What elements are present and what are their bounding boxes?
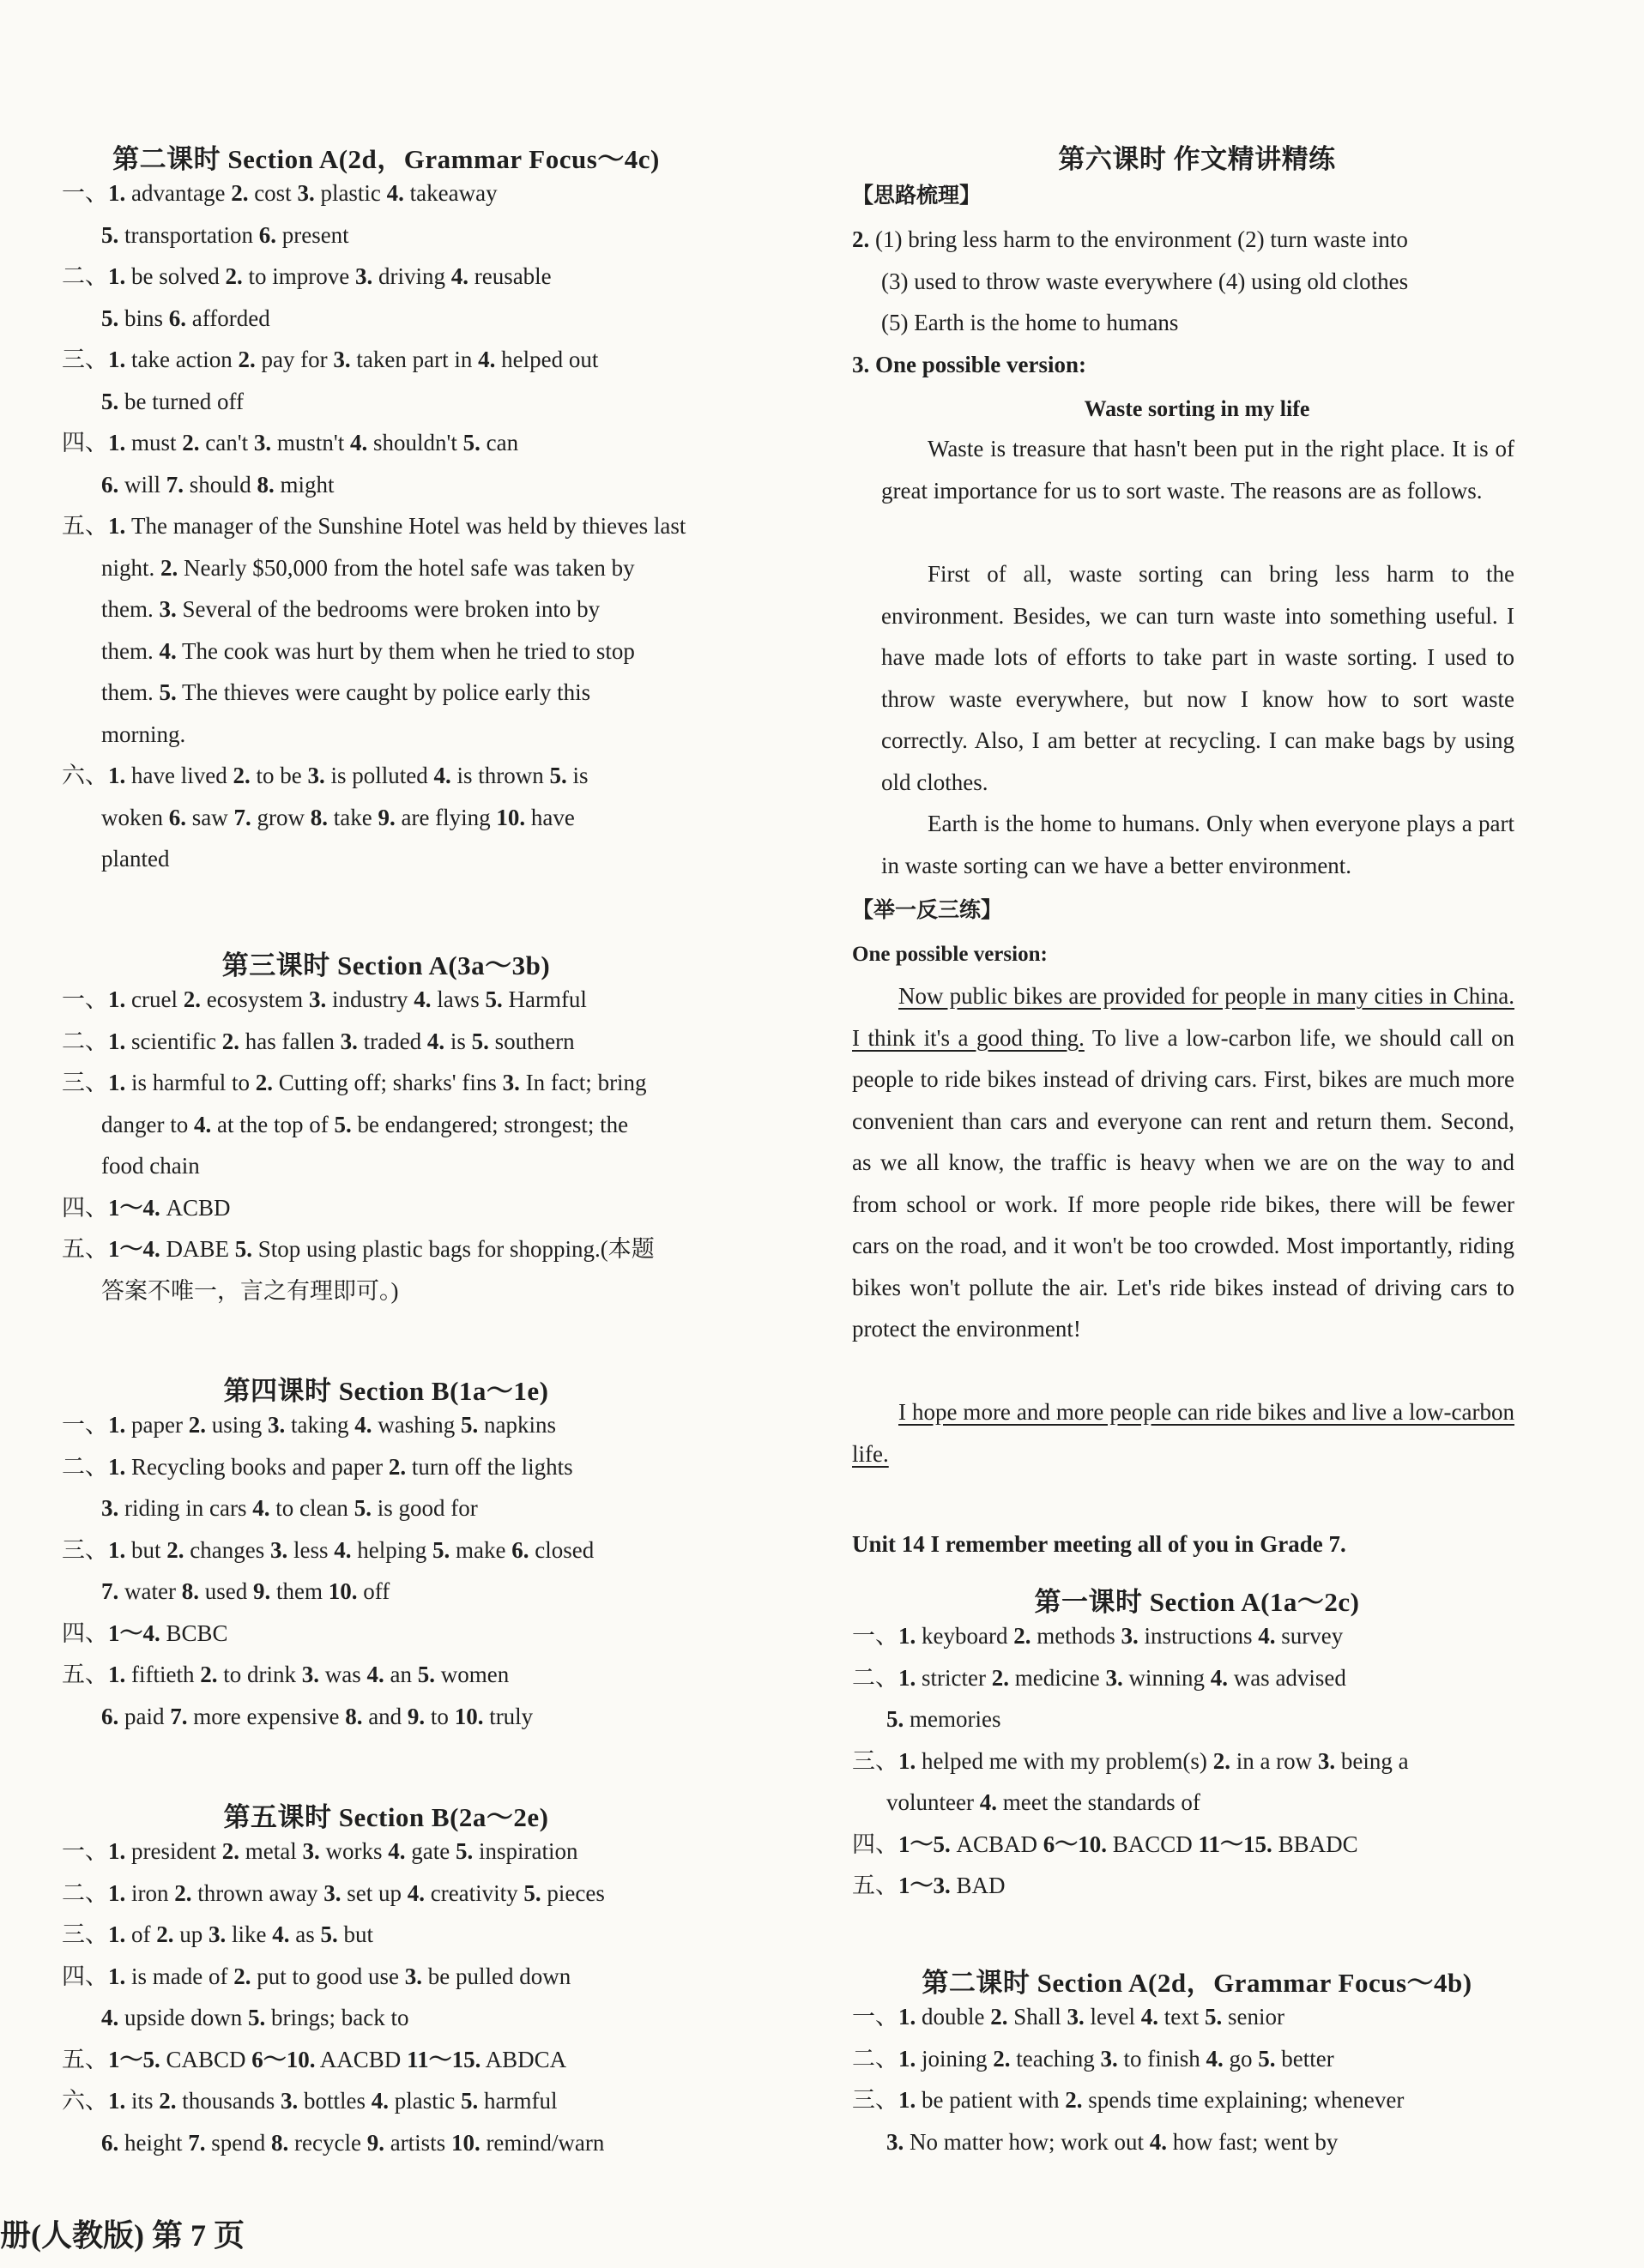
practice-underline-opening: Now public bikes are provided for people in many cities in China. I think it's a good thing. <box>852 983 1514 1051</box>
version-label: One possible version: <box>852 943 1048 966</box>
answer-row: 六、1. have lived 2. to be 3. is polluted 4. is thrown 5. is <box>62 763 589 788</box>
answer-row: night. 2. Nearly $50,000 from the hotel safe was taken by <box>101 554 635 581</box>
essay-paragraph-1: Waste is treasure that hasn't been put in the right place. It is of great importance for us to sort waste. The reasons are as follows. <box>881 436 1514 504</box>
unit14-lesson2-title: 第二课时 Section A(2d，Grammar Focus～4b) <box>922 1968 1472 1998</box>
answer-row: 三、1. is harmful to 2. Cutting off; sharks' fins 3. In fact; bring <box>62 1070 647 1095</box>
answer-row: 五、1～5. CABCD 6～10. AACBD 11～15. ABDCA <box>62 2046 567 2072</box>
answer-row: 一、1. president 2. metal 3. works 4. gate 5. inspiration <box>62 1838 578 1864</box>
outline-tag: 【思路梳理】 <box>852 183 982 208</box>
answer-row: them. 5. The thieves were caught by police early this <box>101 679 591 705</box>
essay-title: Waste sorting in my life <box>1084 396 1310 421</box>
answer-row: planted <box>101 846 170 872</box>
practice-paragraph <box>852 975 1514 1350</box>
answer-row: 3. One possible version: <box>852 351 1087 377</box>
answer-row: them. 4. The cook was hurt by them when he tried to stop <box>101 637 635 664</box>
answer-row: 三、1. helped me with my problem(s) 2. in a row 3. being a <box>852 1747 1409 1774</box>
answer-row: 二、1. joining 2. teaching 3. to finish 4. go 5. better <box>852 2045 1334 2072</box>
answer-row: morning. <box>101 721 186 747</box>
answer-row: 5. bins 6. afforded <box>101 305 270 331</box>
answer-row: (5) Earth is the home to humans <box>881 310 1179 335</box>
answer-row: 二、1. iron 2. thrown away 3. set up 4. creativity 5. pieces <box>62 1879 605 1906</box>
answer-row: 3. No matter how; work out 4. how fast; went by <box>886 2128 1339 2155</box>
answer-row: 五、1～3. BAD <box>852 1873 1006 1898</box>
answer-row: 5. transportation 6. present <box>101 221 349 248</box>
lesson3-title: 第三课时 Section A(3a～3b) <box>221 950 551 980</box>
unit14-lesson1-title: 第一课时 Section A(1a～2c) <box>1034 1587 1360 1617</box>
answer-row: 五、1. fiftieth 2. to drink 3. was 4. an 5. women <box>62 1662 510 1687</box>
answer-row: 5. memories <box>886 1706 1001 1732</box>
answer-row: 7. water 8. used 9. them 10. off <box>101 1578 390 1604</box>
answer-row: 一、1. keyboard 2. methods 3. instructions 4. survey <box>852 1623 1344 1649</box>
answer-row: 一、1. advantage 2. cost 3. plastic 4. takeaway <box>62 180 498 206</box>
answer-row: 一、1. cruel 2. ecosystem 3. industry 4. laws 5. Harmful <box>62 986 587 1012</box>
answer-row: 六、1. its 2. thousands 3. bottles 4. plastic 5. harmful <box>62 2088 558 2114</box>
essay-paragraph-3: Earth is the home to humans. Only when everyone plays a part in waste sorting can we have a better environment. <box>881 811 1514 878</box>
answer-row: 三、1. take action 2. pay for 3. taken part in 4. helped out <box>62 347 599 372</box>
lesson2-title: 第二课时 Section A(2d，Grammar Focus～4c) <box>112 144 660 174</box>
lesson4-title: 第四课时 Section B(1a～1e) <box>223 1376 549 1406</box>
answer-row: 二、1. scientific 2. has fallen 3. traded 4. is 5. southern <box>62 1028 575 1054</box>
essay-paragraph-2: First of all, waste sorting can bring less harm to the environment. Besides, we can turn waste into something useful. I have made lots of efforts to take part in waste sorting. I used to throw waste everywhere, but now I know how to sort waste correctly. Also, I am better at recycling. I can make bags by using old clothes. <box>881 561 1514 795</box>
answer-row: danger to 4. at the top of 5. be endangered; strongest; the <box>101 1111 629 1137</box>
answer-row: 三、1. be patient with 2. spends time explaining; whenever <box>852 2087 1405 2113</box>
answer-row: 5. be turned off <box>101 388 244 414</box>
answer-row: (3) used to throw waste everywhere (4) using old clothes <box>881 268 1409 294</box>
lesson5-title: 第五课时 Section B(2a～2e) <box>223 1802 549 1832</box>
answer-row: 6. paid 7. more expensive 8. and 9. to 10. truly <box>101 1703 534 1729</box>
answer-row: 四、1～4. BCBC <box>62 1620 228 1646</box>
answer-row: 三、1. but 2. changes 3. less 4. helping 5. make 6. closed <box>62 1536 595 1563</box>
unit14-title: Unit 14 I remember meeting all of you in Grade 7. <box>852 1531 1346 1557</box>
answer-row: food chain <box>101 1153 200 1179</box>
practice-underline-closing: I hope more and more people can ride bikes and live a low-carbon life. <box>852 1399 1514 1467</box>
page-footer: 册(人教版) 第 7 页 <box>0 2218 245 2253</box>
practice-closing <box>852 1391 1514 1475</box>
practice-body: To live a low-carbon life, we should call on people to ride bikes instead of driving cars. First, bikes are much more convenient than cars and everyone can rent and return them. Second, as we all know, the traffic is heavy when we are on the way to and from school or work. If more people ride bikes, there will be fewer cars on the road, and it won't be too crowded. Most importantly, riding bikes won't pollute the air. Let's ride bikes instead of driving cars to protect the environment! <box>852 1024 1514 1342</box>
answer-row: 答案不唯一，言之有理即可。) <box>101 1277 399 1304</box>
answer-row: 二、1. stricter 2. medicine 3. winning 4. was advised <box>852 1664 1346 1691</box>
answer-row: 6. height 7. spend 8. recycle 9. artists 10. remind/warn <box>101 2129 605 2156</box>
answer-row: 五、1. The manager of the Sunshine Hotel was held by thieves last <box>62 513 686 539</box>
answer-row: 三、1. of 2. up 3. like 4. as 5. but <box>62 1921 374 1947</box>
lesson6-title: 第六课时 作文精讲精练 <box>1058 144 1336 174</box>
answer-row: volunteer 4. meet the standards of <box>886 1789 1200 1815</box>
answer-row: 6. will 7. should 8. might <box>101 471 335 498</box>
answer-row: 4. upside down 5. brings; back to <box>101 2005 409 2030</box>
practice-tag: 【举一反三练】 <box>852 897 1003 922</box>
answer-row: 2. (1) bring less harm to the environment (2) turn waste into <box>852 226 1408 252</box>
answer-row: woken 6. saw 7. grow 8. take 9. are flying 10. have <box>101 804 575 830</box>
answer-row: 二、1. be solved 2. to improve 3. driving 4. reusable <box>62 263 552 289</box>
answer-row: 四、1. must 2. can't 3. mustn't 4. shouldn't 5. can <box>62 430 519 455</box>
answer-row: them. 3. Several of the bedrooms were broken into by <box>101 596 601 622</box>
answer-row: 四、1～4. ACBD <box>62 1194 231 1221</box>
answer-row: 四、1. is made of 2. put to good use 3. be pulled down <box>62 1963 571 1989</box>
answer-row: 一、1. double 2. Shall 3. level 4. text 5. senior <box>852 2004 1284 2030</box>
answer-row: 3. riding in cars 4. to clean 5. is good for <box>101 1495 478 1521</box>
answer-row: 一、1. paper 2. using 3. taking 4. washing 5. napkins <box>62 1412 556 1438</box>
answer-row: 四、1～5. ACBAD 6～10. BACCD 11～15. BBADC <box>852 1831 1358 1857</box>
answer-row: 五、1～4. DABE 5. Stop using plastic bags for shopping.(本题 <box>62 1236 655 1262</box>
answer-row: 二、1. Recycling books and paper 2. turn off the lights <box>62 1453 573 1480</box>
